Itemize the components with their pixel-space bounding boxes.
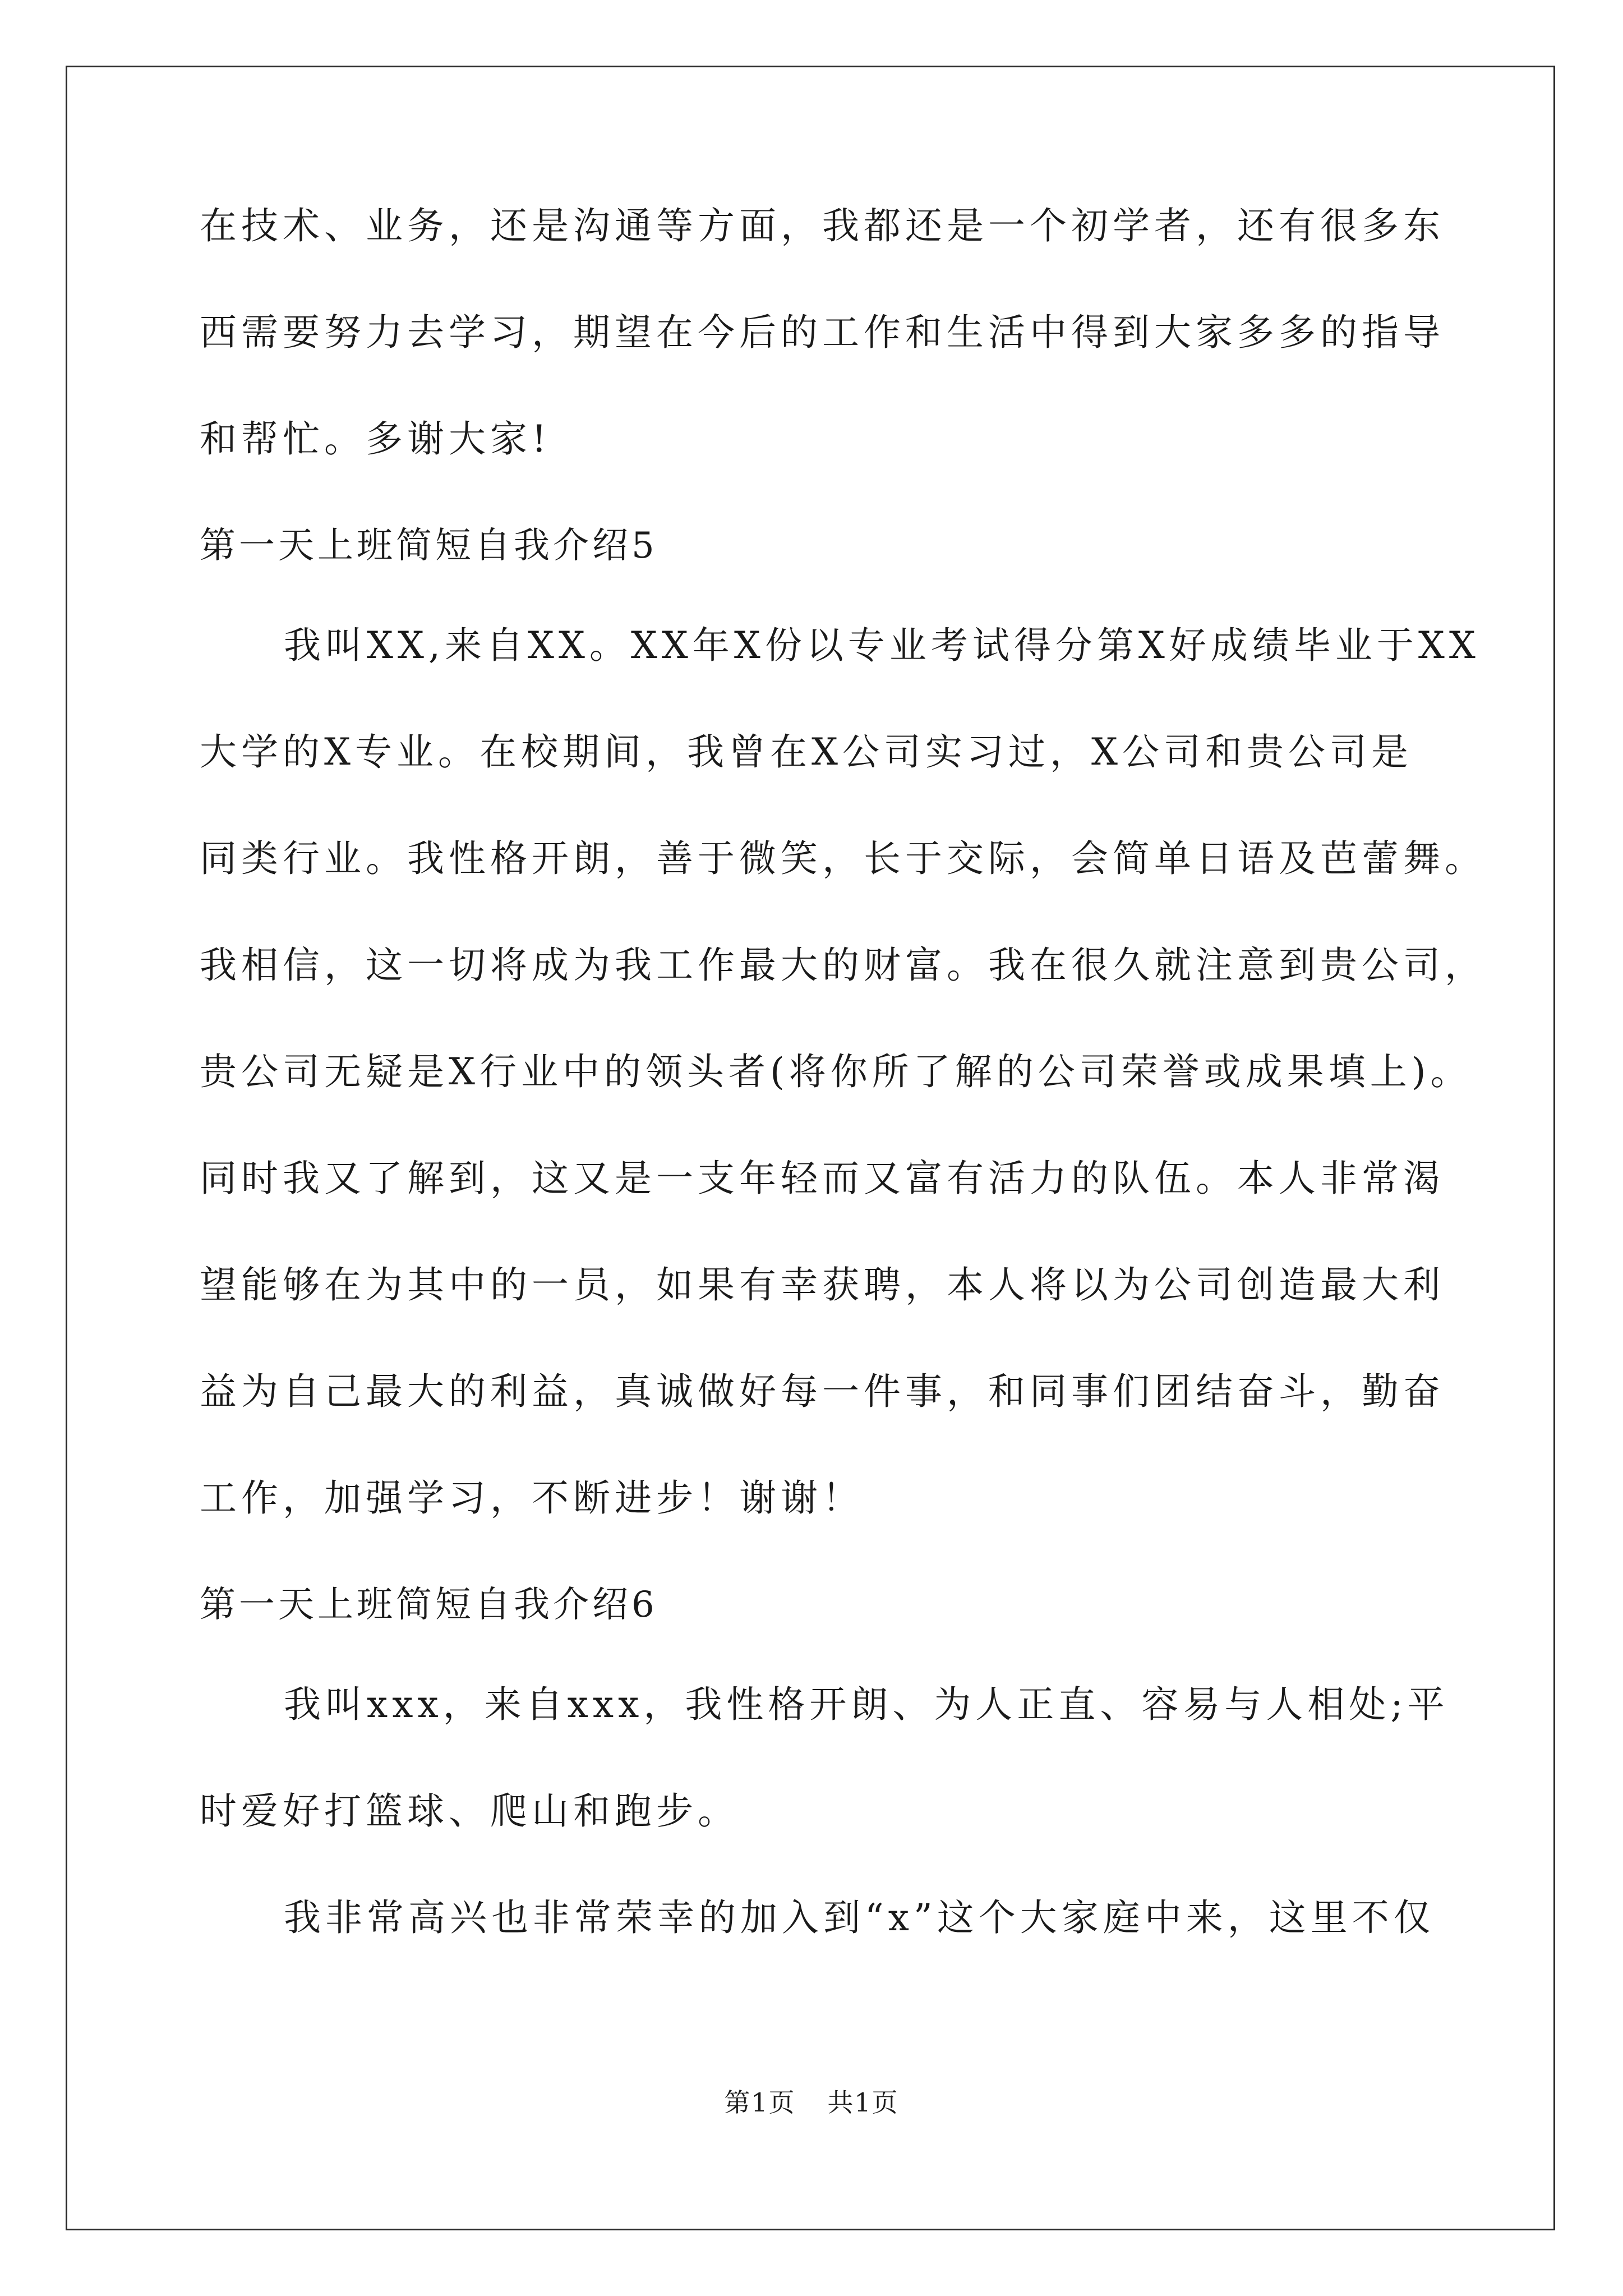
page-number-total: 共1页	[827, 2087, 899, 2118]
page-footer	[0, 2086, 1623, 2119]
body-line: 同时我又了解到，这又是一支年轻而又富有活力的队伍。本人非常渴	[200, 1157, 1445, 1200]
body-line: 工作，加强学习，不断进步！谢谢！	[200, 1476, 864, 1520]
body-line: 和帮忙。多谢大家!	[200, 417, 551, 461]
paragraph-first-line: 我叫XX,来自XX。XX年X份以专业考试得分第X好成绩毕业于XX	[284, 624, 1480, 667]
body-line: 贵公司无疑是X行业中的领头者(将你所了解的公司荣誉或成果填上)。	[200, 1050, 1472, 1093]
body-line: 西需要努力去学习，期望在今后的工作和生活中得到大家多多的指导	[200, 311, 1445, 354]
section-heading: 第一天上班简短自我介绍5	[200, 525, 658, 567]
body-line: 望能够在为其中的一员，如果有幸获聘，本人将以为公司创造最大利	[200, 1263, 1445, 1306]
paragraph-first-line: 我叫xxx，来自xxx，我性格开朗、为人正直、容易与人相处;平	[284, 1683, 1449, 1726]
section-heading: 第一天上班简短自我介绍6	[200, 1584, 658, 1626]
body-line: 我相信，这一切将成为我工作最大的财富。我在很久就注意到贵公司，	[200, 944, 1486, 987]
paragraph-first-line: 我非常高兴也非常荣幸的加入到“x”这个大家庭中来，这里不仅	[284, 1896, 1435, 1939]
body-line: 同类行业。我性格开朗，善于微笑，长于交际，会简单日语及芭蕾舞。	[200, 837, 1486, 880]
body-line: 大学的X专业。在校期间，我曾在X公司实习过，X公司和贵公司是	[200, 730, 1413, 774]
document-body	[200, 201, 1486, 1999]
page-number-current: 第1页	[724, 2087, 796, 2118]
body-line: 时爱好打篮球、爬山和跑步。	[200, 1789, 739, 1833]
body-line: 在技术、业务，还是沟通等方面，我都还是一个初学者，还有很多东	[200, 204, 1445, 247]
body-line: 益为自己最大的利益，真诚做好每一件事，和同事们团结奋斗，勤奋	[200, 1370, 1445, 1413]
